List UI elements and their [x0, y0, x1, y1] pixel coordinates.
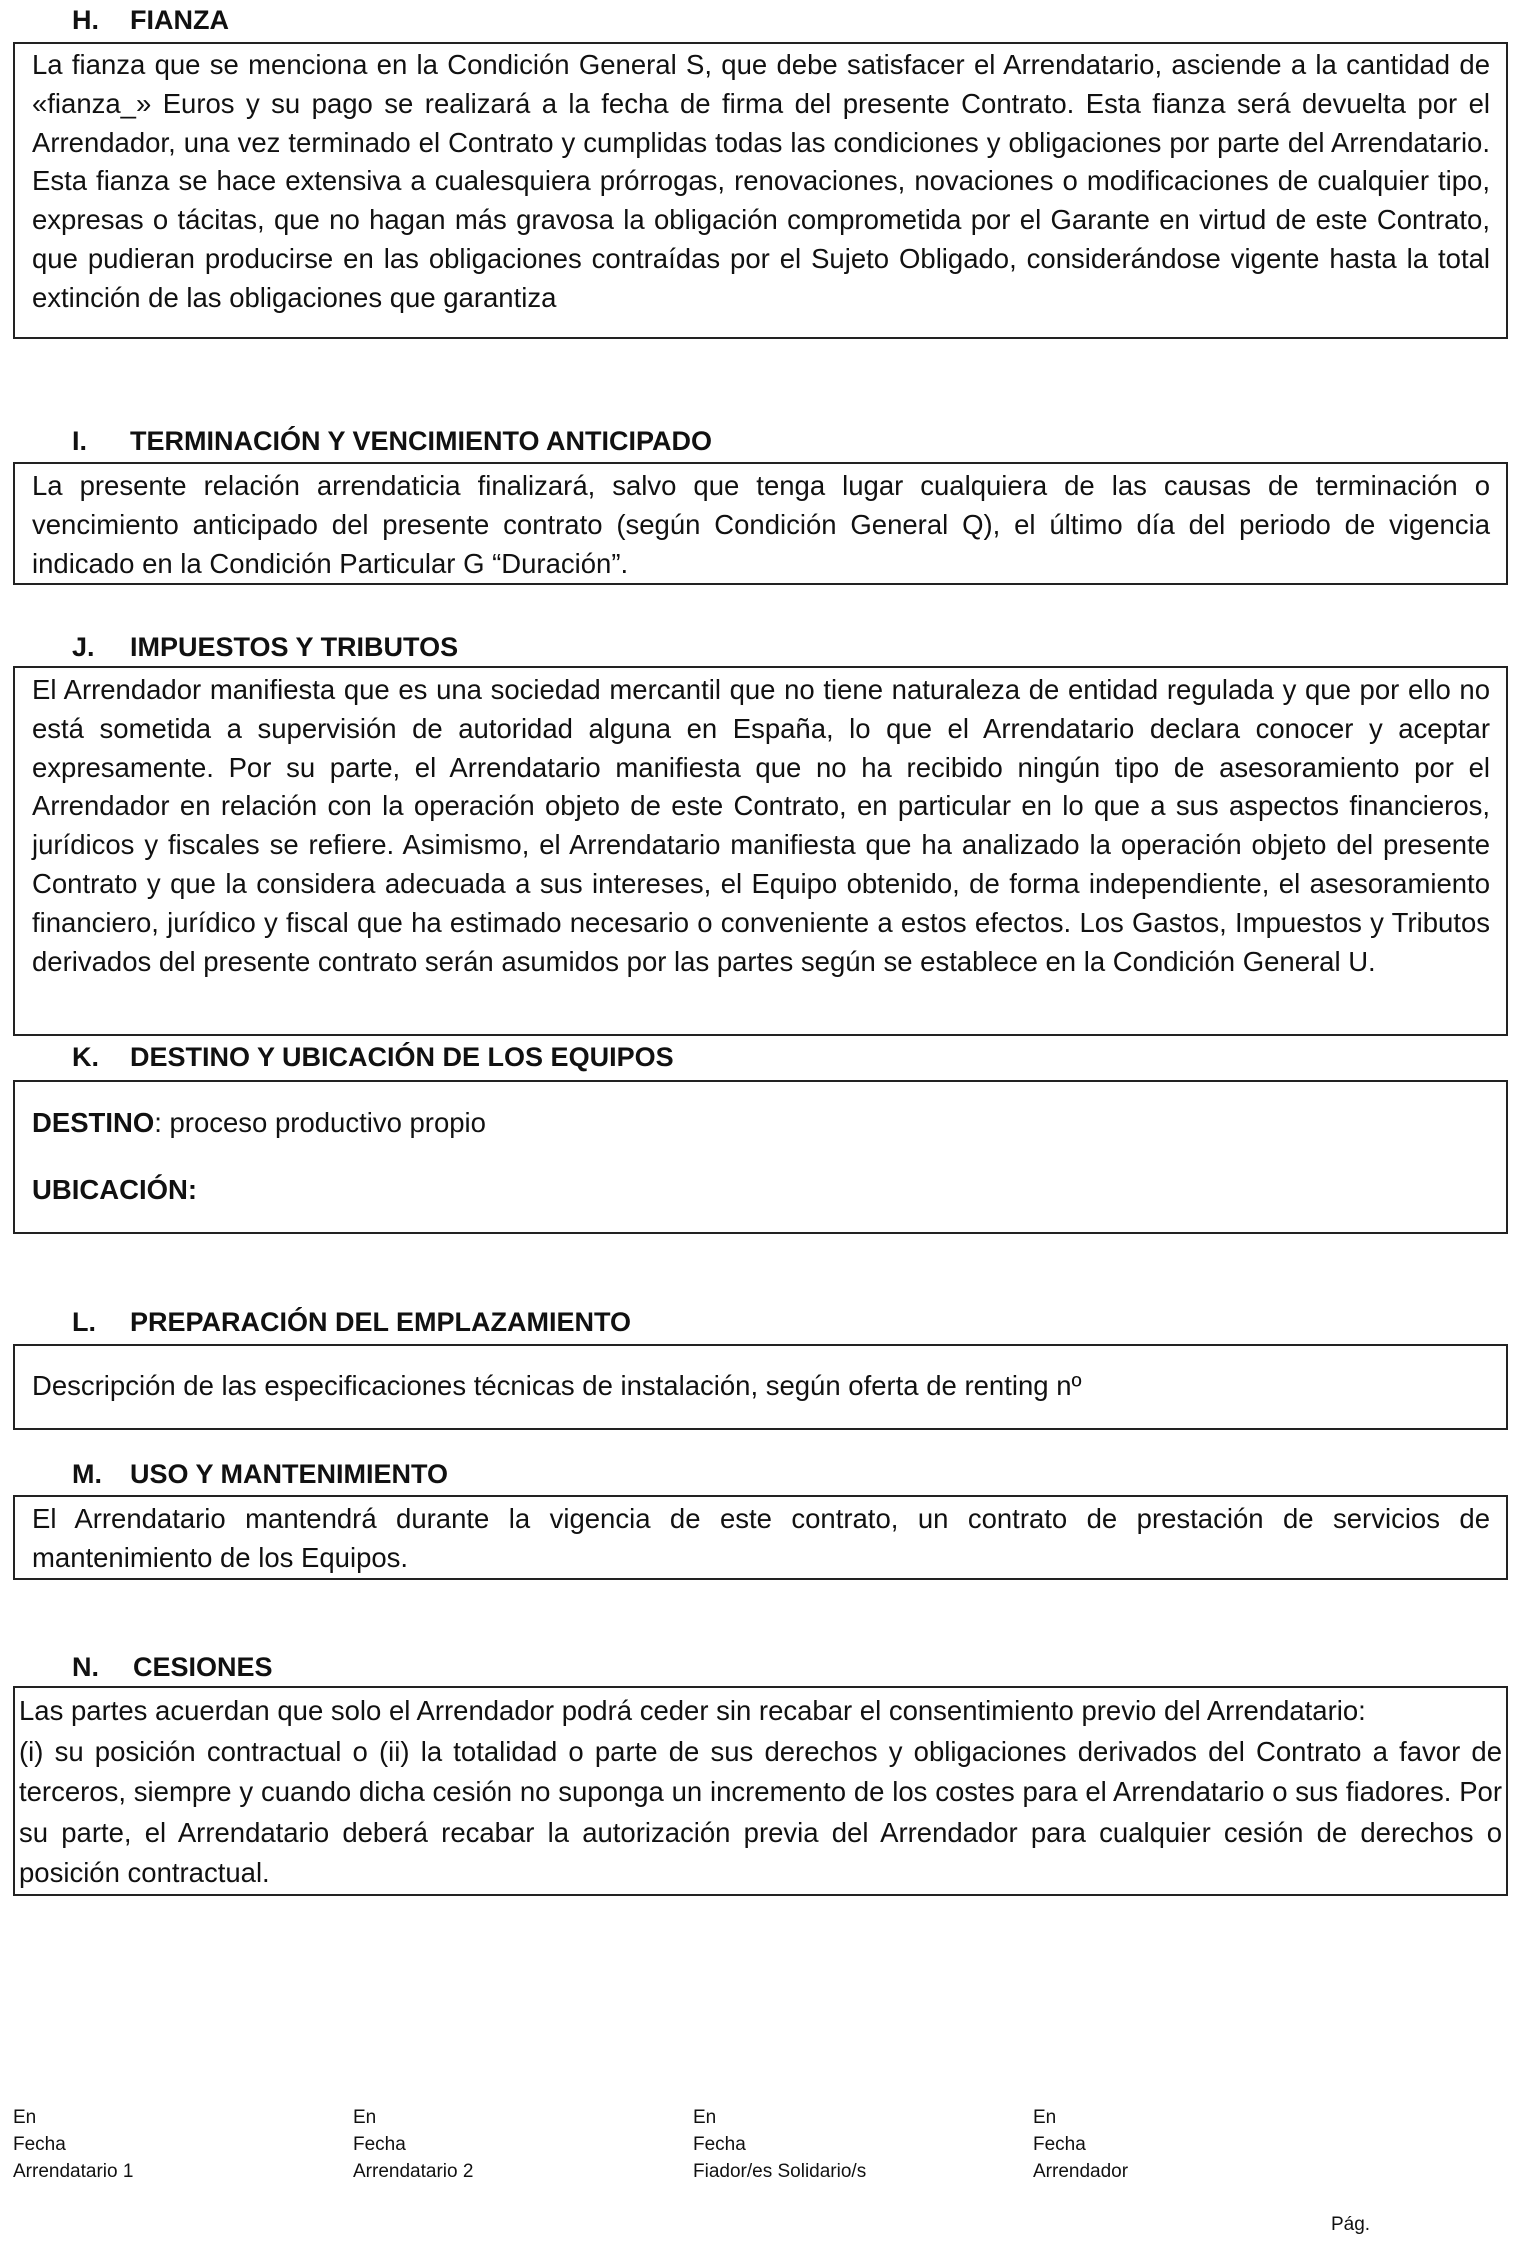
- section-j-heading: [72, 631, 458, 663]
- section-title: TERMINACIÓN Y VENCIMIENTO ANTICIPADO: [130, 426, 713, 456]
- section-i-text: La presente relación arrendaticia finalizará, salvo que tenga lugar cualquiera de las causas de terminación o vencimiento anticipado del presente contrato (según Condición General Q), el último día del periodo de vigencia indicado en la Condición Particular G “Duración”.: [32, 470, 1490, 579]
- section-title: DESTINO Y UBICACIÓN DE LOS EQUIPOS: [130, 1042, 674, 1072]
- signature-fecha: Fecha: [693, 2134, 746, 2155]
- section-n-line1: Las partes acuerdan que solo el Arrendador podrá ceder sin recabar el consentimiento previo del Arrendatario:: [19, 1695, 1366, 1726]
- signature-fecha: Fecha: [353, 2134, 406, 2155]
- signature-role: Arrendatario 2: [353, 2161, 474, 2182]
- section-letter: H.: [72, 5, 99, 35]
- signature-en: En: [353, 2107, 377, 2128]
- section-letter: K.: [72, 1042, 99, 1072]
- section-m-text: El Arrendatario mantendrá durante la vigencia de este contrato, un contrato de prestación de servicios de mantenimiento de los Equipos.: [32, 1503, 1490, 1573]
- section-n-box: [13, 1686, 1508, 1896]
- signature-arrendador: [1033, 2104, 1333, 2185]
- ubicacion-line: [32, 1171, 197, 1210]
- destino-label: DESTINO: [32, 1107, 155, 1138]
- section-i-heading: [72, 425, 712, 457]
- signature-fiador: [693, 2104, 993, 2185]
- section-k-heading: [72, 1041, 674, 1073]
- section-h-text: La fianza que se menciona en la Condición General S, que debe satisfacer el Arrendatario, asciende a la cantidad de «fianza_» Euros y su pago se realizará a la fecha de firma del presente Contrato. Esta fianza será devuelta por el Arrendador, una vez terminado el Contrato y cumplidas todas las condiciones y obligaciones por parte del Arrendatario. Esta fianza se hace extensiva a cualesquiera prórrogas, renovaciones, novaciones o modificaciones de cualquier tipo, expresas o tácitas, que no hagan más gravosa la obligación comprometida por el Garante en virtud de este Contrato, que pudieran producirse en las obligaciones contraídas por el Sujeto Obligado, considerándose vigente hasta la total extinción de las obligaciones que garantiza: [32, 49, 1490, 313]
- section-l-heading: [72, 1306, 631, 1338]
- section-n-text: (i) su posición contractual o (ii) la totalidad o parte de sus derechos y obligaciones derivados del Contrato a favor de terceros, siempre y cuando dicha cesión no suponga un incremento de los costes para el Arrendatario o sus fiadores. Por su parte, el Arrendatario deberá recabar la autorización previa del Arrendador para cualquier cesión de derechos o posición contractual.: [19, 1735, 1502, 1888]
- section-title: PREPARACIÓN DEL EMPLAZAMIENTO: [130, 1307, 632, 1337]
- section-m-heading: [72, 1458, 448, 1490]
- signature-role: Fiador/es Solidario/s: [693, 2161, 867, 2182]
- section-k-box: [13, 1080, 1508, 1234]
- section-i-box: [13, 462, 1508, 585]
- section-j-text: El Arrendador manifiesta que es una sociedad mercantil que no tiene naturaleza de entidad regulada y que por ello no está sometida a supervisión de autoridad alguna en España, lo que el Arrendatario declara conocer y aceptar expresamente. Por su parte, el Arrendatario manifiesta que no ha recibido ningún tipo de asesoramiento por el Arrendador en relación con la operación objeto de este Contrato, en particular en lo que a sus aspectos financieros, jurídicos y fiscales se refiere. Asimismo, el Arrendatario manifiesta que ha analizado la operación objeto del presente Contrato y que la considera adecuada a sus intereses, el Equipo obtenido, de forma independiente, el asesoramiento financiero, jurídico y fiscal que ha estimado necesario o conveniente a estos efectos. Los Gastos, Impuestos y Tributos derivados del presente contrato serán asumidos por las partes según se establece en la Condición General U.: [32, 674, 1490, 977]
- section-n-heading: [72, 1651, 273, 1683]
- section-j-box: [13, 666, 1508, 1036]
- section-letter: J.: [72, 632, 95, 662]
- signature-arrendatario-2: [353, 2104, 653, 2185]
- section-l-text: Descripción de las especificaciones técnicas de instalación, según oferta de renting nº: [32, 1370, 1082, 1401]
- signature-role: Arrendatario 1: [13, 2161, 134, 2182]
- section-m-box: [13, 1495, 1508, 1580]
- section-letter: I.: [72, 426, 88, 456]
- section-letter: L.: [72, 1307, 96, 1337]
- destino-value: : proceso productivo propio: [154, 1107, 486, 1138]
- section-title: USO Y MANTENIMIENTO: [130, 1459, 449, 1489]
- signature-en: En: [693, 2107, 717, 2128]
- page-number: Pág.: [1331, 2214, 1371, 2235]
- section-h-heading: [72, 4, 229, 36]
- signature-role: Arrendador: [1033, 2161, 1129, 2182]
- section-title: IMPUESTOS Y TRIBUTOS: [130, 632, 459, 662]
- section-letter: M.: [72, 1459, 102, 1489]
- signature-fecha: Fecha: [13, 2134, 66, 2155]
- section-title: CESIONES: [133, 1652, 273, 1682]
- section-h-box: [13, 42, 1508, 339]
- signature-en: En: [1033, 2107, 1057, 2128]
- signature-arrendatario-1: [13, 2104, 313, 2185]
- ubicacion-label: UBICACIÓN:: [32, 1174, 197, 1205]
- section-title: FIANZA: [130, 5, 229, 35]
- section-l-box: [13, 1344, 1508, 1430]
- signature-en: En: [13, 2107, 37, 2128]
- signature-fecha: Fecha: [1033, 2134, 1086, 2155]
- destino-line: [32, 1104, 486, 1143]
- section-letter: N.: [72, 1652, 99, 1682]
